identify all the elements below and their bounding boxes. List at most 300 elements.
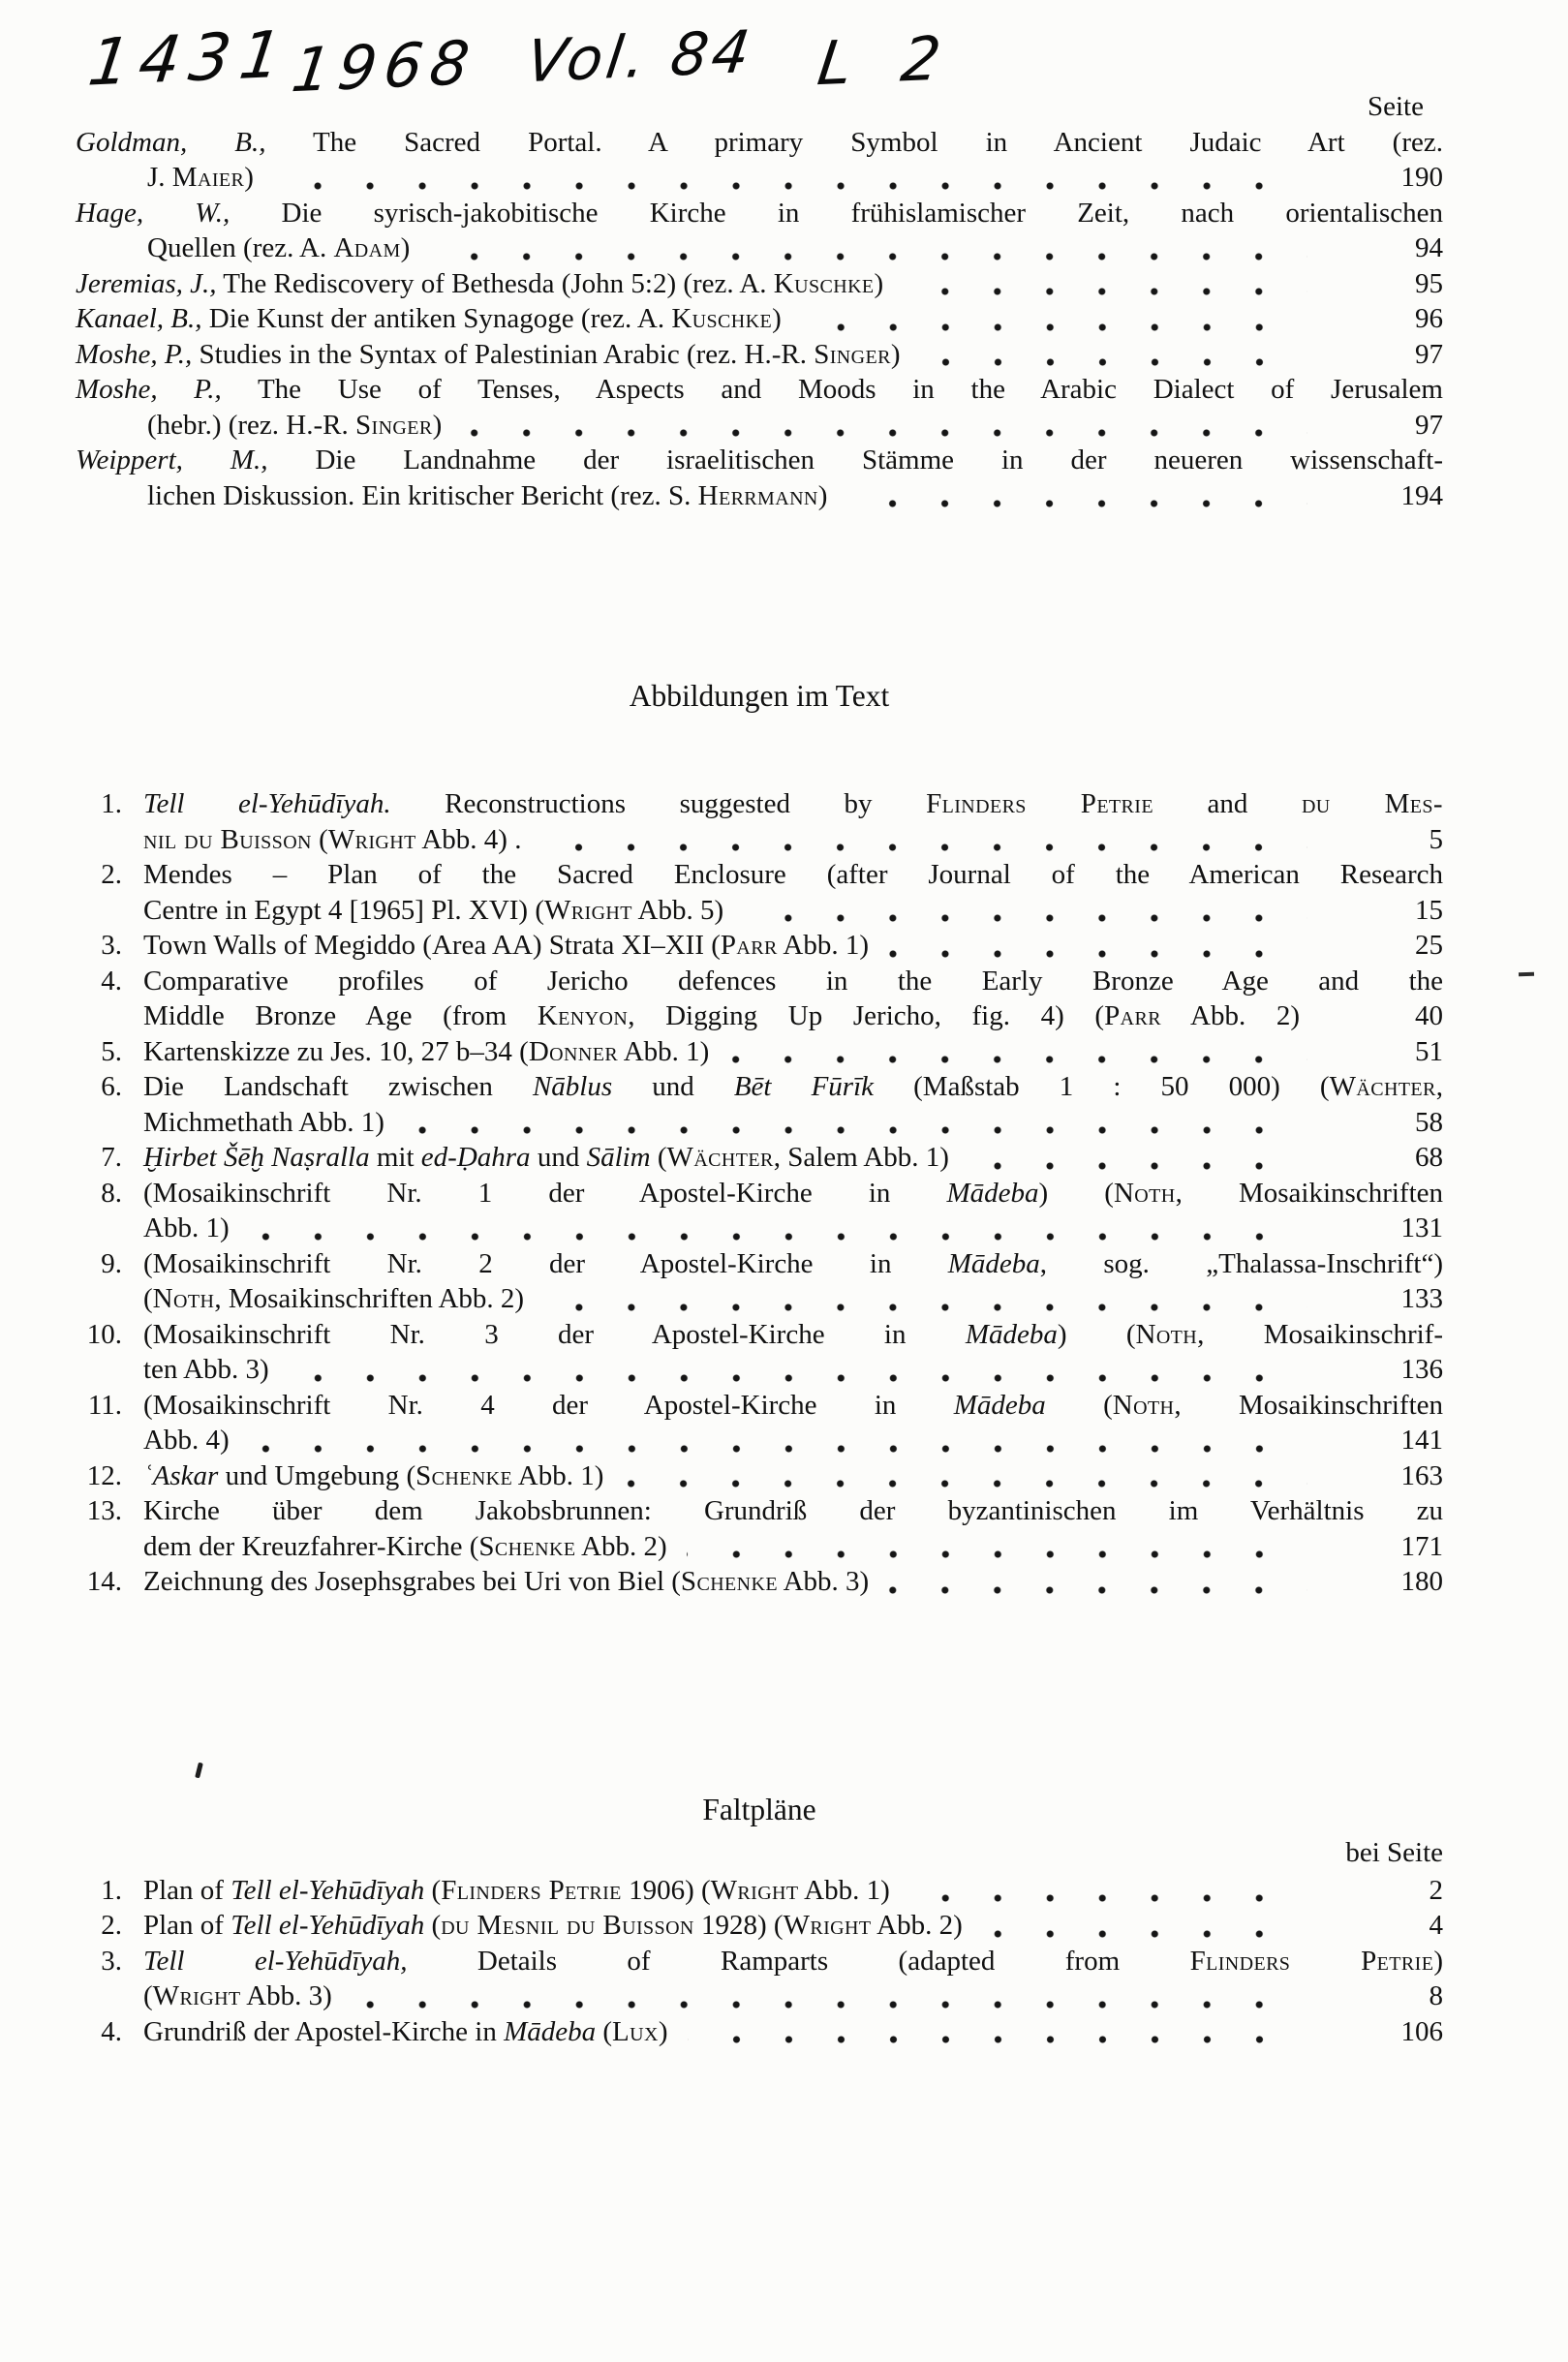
- entry-line: [76, 857, 1443, 893]
- item-number: 14.: [86, 1566, 122, 1597]
- item-number: 12.: [86, 1459, 122, 1491]
- plain-text: ): [244, 162, 254, 193]
- smallcaps-name: Noth: [152, 1283, 215, 1314]
- plain-text: Michmethath Abb. 1): [143, 1106, 384, 1138]
- entry-line: [76, 1458, 1443, 1494]
- entry-text: [143, 998, 1300, 1034]
- plain-text: Die Kunst der antiken Synagoge (rez. A.: [201, 303, 672, 334]
- smallcaps-name: Wright: [710, 1874, 799, 1906]
- italic-text: Tell el-Yehūdīyah.: [143, 788, 391, 819]
- entry-line: [76, 372, 1443, 408]
- entry-text: [143, 822, 521, 858]
- plain-text: (hebr.) (rez. H.-R.: [147, 409, 355, 441]
- stray-mark: [1519, 972, 1534, 977]
- plain-text: ): [1433, 1945, 1443, 1977]
- italic-text: Nāblus: [532, 1071, 613, 1102]
- entry-text: [143, 1176, 1443, 1212]
- figures-section-title: Abbildungen im Text: [629, 679, 890, 713]
- plain-text: Studies in the Syntax of Palestinian Arabic (rez. H.-R.: [192, 338, 815, 370]
- page-number: 190: [1400, 162, 1443, 193]
- entry-line: [76, 230, 1443, 266]
- item-number: 13.: [86, 1495, 122, 1526]
- entry-line: [76, 1069, 1443, 1105]
- list-item: [76, 1069, 1443, 1140]
- page-number: 106: [1400, 2015, 1443, 2047]
- plain-text: (: [1045, 1389, 1113, 1421]
- entry-text: [143, 1944, 1443, 1979]
- plain-text: Grundriß der Apostel-Kirche in: [143, 2015, 505, 2047]
- list-item: [76, 1246, 1443, 1317]
- entry-line: [76, 2014, 1443, 2050]
- plain-text: (: [424, 1910, 442, 1941]
- entry-line: [76, 1423, 1443, 1458]
- figure-list: [76, 786, 1443, 1600]
- plain-text: , Mosaikinschriften Abb. 2): [214, 1283, 525, 1314]
- faltplan-list: [76, 1873, 1443, 2050]
- list-item: [76, 1564, 1443, 1600]
- entry-text: [143, 928, 869, 964]
- entry-text: [143, 1388, 1443, 1424]
- smallcaps-name: Flinders Petrie: [926, 788, 1153, 819]
- entry-text: [143, 1493, 1443, 1529]
- entry-line: [76, 786, 1443, 822]
- plain-text: und: [612, 1071, 734, 1102]
- toc-entry: [76, 443, 1443, 513]
- item-number: 2.: [101, 1910, 122, 1941]
- plain-text: Die Landnahme der israelitischen Stämme in der neueren wissenschaft-: [267, 445, 1444, 475]
- page-number: 136: [1400, 1354, 1443, 1385]
- text-block: [76, 89, 1443, 2049]
- page-number: 94: [1415, 232, 1443, 263]
- plain-text: ): [432, 409, 443, 441]
- smallcaps-name: nil du Buisson: [143, 823, 312, 855]
- item-number: 1.: [101, 1874, 122, 1906]
- smallcaps-name: du Mes-: [1301, 788, 1443, 819]
- entry-line: [76, 1034, 1443, 1070]
- plain-text: und Umgebung (: [218, 1459, 416, 1491]
- italic-text: Weippert, M.,: [76, 445, 268, 475]
- entry-text: [76, 301, 782, 337]
- list-item: [76, 1458, 1443, 1494]
- plain-text: Reconstructions suggested by: [390, 788, 927, 819]
- smallcaps-name: Noth: [1113, 1177, 1176, 1209]
- plain-text: Abb. 1): [777, 930, 870, 961]
- plain-text: Abb. 1): [143, 1212, 230, 1243]
- item-number: 11.: [87, 1389, 122, 1421]
- italic-text: Bēt Fūrīk: [733, 1071, 875, 1102]
- smallcaps-name: Schenke: [415, 1459, 513, 1491]
- entry-text: [143, 1529, 667, 1565]
- item-number: 1.: [101, 788, 122, 819]
- entry-line: [76, 1317, 1443, 1353]
- plain-text: (: [143, 1283, 153, 1314]
- list-item: [76, 964, 1443, 1034]
- page-number: 171: [1400, 1530, 1443, 1562]
- plain-text: (: [424, 1874, 442, 1906]
- page-number: 15: [1415, 894, 1443, 926]
- page-number: 5: [1429, 823, 1443, 855]
- toc-entry: [76, 337, 1443, 373]
- plain-text: (: [143, 1980, 153, 2011]
- plain-text: dem der Kreuzfahrer-Kirche (: [143, 1530, 479, 1562]
- page-number: 51: [1415, 1035, 1443, 1067]
- smallcaps-name: Noth: [1135, 1318, 1198, 1350]
- item-number: 2.: [101, 859, 122, 890]
- page-number: 163: [1400, 1459, 1443, 1491]
- smallcaps-name: Lux: [612, 2015, 659, 2047]
- page-number: 97: [1415, 338, 1443, 370]
- entry-line: [76, 1908, 1443, 1944]
- page-number: 95: [1415, 267, 1443, 299]
- entry-text: [143, 1458, 603, 1494]
- page-number: 141: [1400, 1425, 1443, 1456]
- plain-text: mit: [369, 1142, 421, 1173]
- plain-text: Abb. 2): [1160, 1000, 1300, 1031]
- plain-text: Kirche über dem Jakobsbrunnen: Grundriß der byzantinischen im Verhältnis zu: [143, 1495, 1443, 1526]
- page-number: 131: [1400, 1212, 1443, 1243]
- smallcaps-name: Parr: [720, 930, 778, 961]
- dot-leader: [728, 1056, 1307, 1063]
- plain-text: (Mosaikinschrift Nr. 3 der Apostel-Kirche in: [143, 1318, 966, 1350]
- italic-text: Tell el-Yehūdīyah: [231, 1910, 425, 1941]
- entry-text: [143, 1281, 524, 1317]
- entry-line: [76, 1388, 1443, 1424]
- smallcaps-name: Wright: [783, 1910, 872, 1941]
- plain-text: , Mosaikinschriften: [1174, 1389, 1443, 1421]
- entry-line: [76, 998, 1443, 1034]
- dot-leader: [543, 1304, 1307, 1311]
- entry-line: [76, 1944, 1443, 1979]
- page-number: 97: [1415, 409, 1443, 441]
- item-number: 4.: [101, 965, 122, 997]
- item-number: 7.: [101, 1142, 122, 1173]
- dot-leader: [540, 844, 1307, 851]
- plain-text: Die syrisch-jakobitische Kirche in frühislamischer Zeit, nach orientalischen: [230, 197, 1443, 229]
- dot-leader: [888, 1586, 1307, 1594]
- dot-leader: [688, 2036, 1307, 2043]
- entry-text: [76, 337, 901, 373]
- list-item: [76, 1034, 1443, 1070]
- smallcaps-name: Flinders Petrie: [1189, 1945, 1434, 1977]
- plain-text: Zeichnung des Josephsgrabes bei Uri von Biel (: [143, 1566, 681, 1597]
- italic-text: Mādeba: [946, 1177, 1039, 1209]
- smallcaps-name: du Mesnil du Buisson: [441, 1910, 694, 1941]
- smallcaps-name: Herrmann: [697, 479, 818, 511]
- plain-text: , sog. „Thalassa-Inschrift“): [1039, 1247, 1443, 1279]
- list-item: [76, 1944, 1443, 2014]
- toc-entry: [76, 372, 1443, 443]
- plain-text: Abb. 2): [575, 1530, 667, 1562]
- plain-text: (Mosaikinschrift Nr. 1 der Apostel-Kirche in: [143, 1177, 947, 1209]
- smallcaps-name: Adam: [333, 232, 401, 263]
- smallcaps-name: Wright: [152, 1980, 241, 2011]
- smallcaps-name: Maier: [171, 162, 245, 193]
- dot-leader: [909, 1894, 1307, 1902]
- smallcaps-name: Kuschke: [671, 303, 773, 334]
- italic-text: Mādeba: [504, 2015, 597, 2047]
- entry-line: [76, 478, 1443, 514]
- smallcaps-name: Wright: [544, 894, 632, 926]
- plain-text: (: [596, 2015, 613, 2047]
- plain-text: ): [874, 267, 884, 299]
- plain-text: Abb. 3): [777, 1566, 870, 1597]
- smallcaps-name: Singer: [814, 338, 891, 370]
- smallcaps-name: Kuschke: [773, 267, 875, 299]
- plain-text: Centre in Egypt 4 [1965] Pl. XVI) (: [143, 894, 544, 926]
- entry-text: [143, 1352, 269, 1388]
- entry-text: [143, 1034, 709, 1070]
- entry-line: [76, 822, 1443, 858]
- italic-text: Tell el-Yehūdīyah,: [143, 1945, 408, 1977]
- dot-leader: [920, 358, 1307, 366]
- entry-line: [76, 266, 1443, 302]
- list-item: [76, 1176, 1443, 1246]
- entry-line: [76, 1246, 1443, 1282]
- plain-text: The Use of Tenses, Aspects and Moods in the Arabic Dialect of Jerusalem: [221, 374, 1443, 405]
- plain-text: ) (: [1038, 1177, 1114, 1209]
- handwritten-volume: Vol. 84: [522, 17, 757, 97]
- entry-line: [76, 1176, 1443, 1212]
- entry-text: [143, 786, 1443, 822]
- entry-text: [143, 1564, 869, 1600]
- plain-text: Abb. 5): [631, 894, 724, 926]
- plain-text: (Mosaikinschrift Nr. 4 der Apostel-Kirche in: [143, 1389, 954, 1421]
- smallcaps-name: Wright: [327, 823, 416, 855]
- entry-line: [76, 125, 1443, 161]
- italic-text: Kanael, B.,: [76, 303, 202, 334]
- list-item: [76, 786, 1443, 857]
- faltplaene-section-title: Faltpläne: [702, 1792, 816, 1826]
- smallcaps-name: Singer: [355, 409, 433, 441]
- review-entries: [76, 125, 1443, 514]
- plain-text: ): [772, 303, 782, 334]
- item-number: 4.: [101, 2015, 122, 2047]
- entry-line: [76, 1281, 1443, 1317]
- entry-line: [76, 1105, 1443, 1141]
- dot-leader: [846, 500, 1307, 507]
- entry-line: [76, 196, 1443, 231]
- plain-text: Abb. 1): [512, 1459, 604, 1491]
- toc-entry: [76, 301, 1443, 337]
- list-item: [76, 1317, 1443, 1388]
- page-number: 8: [1429, 1980, 1443, 2011]
- item-number: 3.: [101, 930, 122, 961]
- page-number: 4: [1429, 1910, 1443, 1941]
- plain-text: (Mosaikinschrift Nr. 2 der Apostel-Kirche in: [143, 1247, 948, 1279]
- plain-text: ): [400, 232, 411, 263]
- entry-text: [143, 1246, 1443, 1282]
- entry-line: [76, 337, 1443, 373]
- plain-text: , Salem Abb. 1): [773, 1142, 949, 1173]
- plain-text: und: [530, 1142, 587, 1173]
- plain-text: Town Walls of Megiddo (Area AA) Strata XI–XII (: [143, 930, 721, 961]
- entry-text: [143, 893, 723, 929]
- entry-text: [143, 1069, 1443, 1105]
- dot-leader: [352, 2001, 1307, 2009]
- dot-leader: [982, 1930, 1307, 1938]
- smallcaps-name: Wächter: [666, 1142, 774, 1173]
- plain-text: 1928) (: [693, 1910, 784, 1941]
- item-number: 8.: [101, 1177, 122, 1209]
- plain-text: Abb. 4) .: [415, 823, 522, 855]
- handwritten-shelf-mark: L 2: [814, 21, 961, 100]
- smallcaps-name: Schenke: [680, 1566, 778, 1597]
- dot-leader: [801, 323, 1307, 331]
- entry-text: [76, 266, 883, 302]
- toc-entry: [76, 196, 1443, 266]
- plain-text: ,: [1435, 1071, 1444, 1102]
- entry-text: [143, 1317, 1443, 1353]
- page-number: 40: [1415, 1000, 1443, 1031]
- smallcaps-name: Donner: [528, 1035, 619, 1067]
- dot-leader: [687, 1550, 1307, 1558]
- list-item: [76, 1140, 1443, 1176]
- plain-text: (Maßstab 1 : 50 000) (: [874, 1071, 1330, 1102]
- plain-text: , Digging Up Jericho, fig. 4) (: [628, 1000, 1105, 1031]
- plain-text: Mendes – Plan of the Sacred Enclosure (after Journal of the American Research: [143, 859, 1443, 890]
- plain-text: lichen Diskussion. Ein kritischer Bericht (rez. S.: [147, 479, 698, 511]
- italic-text: Sālim: [586, 1142, 651, 1173]
- dot-leader: [888, 950, 1307, 958]
- dot-leader: [903, 288, 1307, 295]
- smallcaps-name: Wächter: [1329, 1071, 1436, 1102]
- entry-line: [76, 1873, 1443, 1909]
- italic-text: Mādeba: [947, 1247, 1040, 1279]
- plain-text: Die Landschaft zwischen: [143, 1071, 533, 1102]
- entry-line: [76, 1979, 1443, 2014]
- item-number: 3.: [101, 1945, 122, 1977]
- entry-line: [76, 443, 1443, 478]
- plain-text: ): [817, 479, 828, 511]
- plain-text: Quellen (rez. A.: [147, 232, 334, 263]
- item-number: 5.: [101, 1035, 122, 1067]
- toc-entry: [76, 125, 1443, 196]
- entry-line: [76, 1564, 1443, 1600]
- entry-line: [76, 1352, 1443, 1388]
- italic-text: Jeremias, J.,: [76, 267, 217, 299]
- plain-text: The Sacred Portal. A primary Symbol in Ancient Judaic Art (rez.: [265, 126, 1443, 158]
- entry-line: [76, 893, 1443, 929]
- plain-text: (: [311, 823, 328, 855]
- plain-text: ): [658, 2015, 668, 2047]
- entry-text: [147, 230, 410, 266]
- plain-text: , Mosaikinschrif-: [1197, 1318, 1443, 1350]
- italic-text: ed-Ḍahra: [420, 1142, 531, 1173]
- italic-text: Mādeba: [965, 1318, 1058, 1350]
- page-number: 133: [1400, 1283, 1443, 1314]
- entry-text: [143, 1211, 230, 1246]
- page-number: 68: [1415, 1142, 1443, 1173]
- page-number: 96: [1415, 303, 1443, 334]
- entry-text: [143, 1873, 890, 1909]
- page-number: 2: [1429, 1874, 1443, 1906]
- plain-text: Kartenskizze zu Jes. 10, 27 b–34 (: [143, 1035, 529, 1067]
- plain-text: The Rediscovery of Bethesda (John 5:2) (rez. A.: [216, 267, 774, 299]
- plain-text: and: [1153, 788, 1302, 819]
- entry-text: [143, 1423, 230, 1458]
- plain-text: ten Abb. 3): [143, 1354, 269, 1385]
- entry-text: [76, 443, 1443, 478]
- entry-text: [143, 1140, 949, 1176]
- plain-text: Abb. 2): [871, 1910, 963, 1941]
- list-item: [76, 1908, 1443, 1944]
- entry-text: [76, 196, 1443, 231]
- plain-text: ) (: [1057, 1318, 1136, 1350]
- plain-text: Abb. 3): [240, 1980, 332, 2011]
- bei-seite-column-label: bei Seite: [1345, 1836, 1443, 1868]
- plain-text: Plan of: [143, 1910, 231, 1941]
- plain-text: (: [650, 1142, 667, 1173]
- smallcaps-name: Schenke: [478, 1530, 576, 1562]
- smallcaps-name: Parr: [1104, 1000, 1161, 1031]
- dot-leader: [1300, 1021, 1307, 1028]
- entry-text: [147, 160, 254, 196]
- entry-text: [143, 857, 1443, 893]
- list-item: [76, 2014, 1443, 2050]
- dot-leader: [623, 1480, 1307, 1488]
- dot-leader: [249, 1445, 1307, 1453]
- italic-text: Mādeba: [953, 1389, 1046, 1421]
- page-number: 58: [1415, 1106, 1443, 1138]
- plain-text: Details of Ramparts (adapted from: [407, 1945, 1190, 1977]
- plain-text: Abb. 4): [143, 1425, 230, 1456]
- italic-text: Moshe, P.,: [76, 338, 193, 370]
- entry-line: [76, 928, 1443, 964]
- italic-text: Hage, W.,: [76, 197, 231, 229]
- entry-line: [76, 301, 1443, 337]
- entry-text: [76, 125, 1443, 161]
- plain-text: Middle Bronze Age (from: [143, 1000, 538, 1031]
- list-item: [76, 1873, 1443, 1909]
- smallcaps-name: Kenyon: [537, 1000, 629, 1031]
- plain-text: Comparative profiles of Jericho defences in the Early Bronze Age and the: [143, 965, 1443, 997]
- list-item: [76, 1493, 1443, 1564]
- dot-leader: [429, 253, 1307, 261]
- italic-text: ʿAskar: [143, 1459, 219, 1491]
- handwritten-year: 1968: [288, 26, 481, 107]
- page-number: 194: [1400, 479, 1443, 511]
- dot-leader: [968, 1162, 1307, 1170]
- dot-leader: [404, 1126, 1307, 1134]
- item-number: 10.: [86, 1318, 122, 1350]
- page-number: 180: [1400, 1566, 1443, 1597]
- smallcaps-name: Noth: [1112, 1389, 1175, 1421]
- list-item: [76, 857, 1443, 928]
- entry-text: [143, 964, 1443, 999]
- entry-text: [143, 1105, 384, 1141]
- plain-text: Abb. 1): [798, 1874, 890, 1906]
- seite-column-label: Seite: [1368, 91, 1424, 122]
- dot-leader: [461, 429, 1307, 437]
- italic-text: Moshe, P.,: [76, 374, 222, 405]
- italic-text: Ḫirbet Šēḫ Naṣralla: [143, 1142, 370, 1173]
- dot-leader: [289, 1374, 1307, 1382]
- entry-text: [76, 372, 1443, 408]
- entry-text: [143, 1908, 963, 1944]
- entry-text: [147, 478, 827, 514]
- entry-text: [147, 408, 442, 444]
- plain-text: , Mosaikinschriften: [1175, 1177, 1444, 1209]
- entry-text: [143, 1979, 332, 2014]
- list-item: [76, 928, 1443, 964]
- entry-line: [76, 1140, 1443, 1176]
- plain-text: Abb. 1): [618, 1035, 710, 1067]
- dot-leader: [743, 914, 1307, 922]
- smallcaps-name: Flinders Petrie: [441, 1874, 622, 1906]
- page-number: 25: [1415, 930, 1443, 961]
- handwritten-accession-number: 1431: [83, 16, 295, 101]
- entry-line: [76, 160, 1443, 196]
